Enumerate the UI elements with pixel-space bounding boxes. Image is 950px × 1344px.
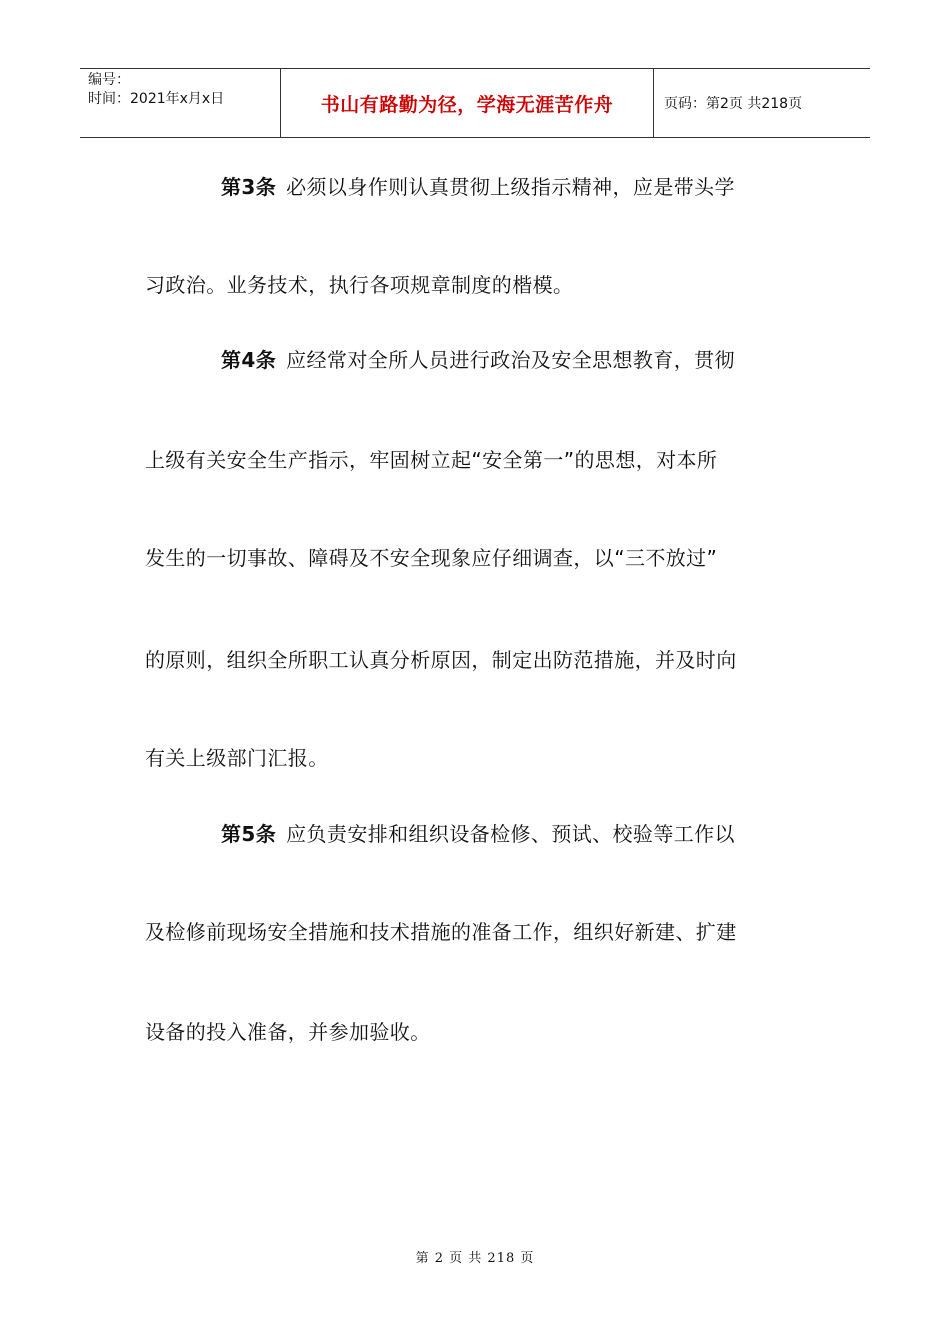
line-text: 上级有关安全生产指示，牢固树立起“安全第一”的思想，对本所 <box>145 448 718 472</box>
line-text: 应经常对全所人员进行政治及安全思想教育，贯彻 <box>286 348 735 372</box>
article-number: 第4条 <box>221 348 277 372</box>
date-line: 时间：2021年x月x日 <box>88 91 225 107</box>
header-meta-cell <box>80 69 281 137</box>
article-4-line-2 <box>145 448 805 472</box>
motto: 书山有路勤为径，学海无涯苦作舟 <box>320 93 614 116</box>
line-text: 习政治。业务技术，执行各项规章制度的楷模。 <box>145 273 574 297</box>
header-page-cell <box>654 69 870 137</box>
article-5-line-2 <box>145 920 805 944</box>
article-number: 第3条 <box>221 175 277 199</box>
page-info: 页码：第2页 共218页 <box>664 96 803 112</box>
article-4-line-3 <box>145 546 805 570</box>
article-4-line-1 <box>145 348 805 372</box>
line-text: 的原则，组织全所职工认真分析原因，制定出防范措施，并及时向 <box>145 648 737 672</box>
line-text: 及检修前现场安全措施和技术措施的准备工作，组织好新建、扩建 <box>145 920 737 944</box>
article-3-line-1 <box>145 175 805 199</box>
number-label: 编号： <box>88 72 130 88</box>
document-header <box>80 68 870 138</box>
line-text: 有关上级部门汇报。 <box>145 746 329 770</box>
article-4-line-4 <box>145 648 805 672</box>
line-text: 应负责安排和组织设备检修、预试、校验等工作以 <box>286 822 735 846</box>
article-3-line-2 <box>145 273 805 297</box>
article-5-line-3 <box>145 1020 805 1044</box>
article-5-line-1 <box>145 822 805 846</box>
page-footer: 第 2 页 共 218 页 <box>415 1251 535 1266</box>
line-text: 设备的投入准备，并参加验收。 <box>145 1020 431 1044</box>
header-motto-cell <box>281 69 654 137</box>
article-number: 第5条 <box>221 822 277 846</box>
line-text: 必须以身作则认真贯彻上级指示精神，应是带头学 <box>286 175 735 199</box>
article-4-line-5 <box>145 746 805 770</box>
line-text: 发生的一切事故、障碍及不安全现象应仔细调查，以“三不放过” <box>145 546 718 570</box>
